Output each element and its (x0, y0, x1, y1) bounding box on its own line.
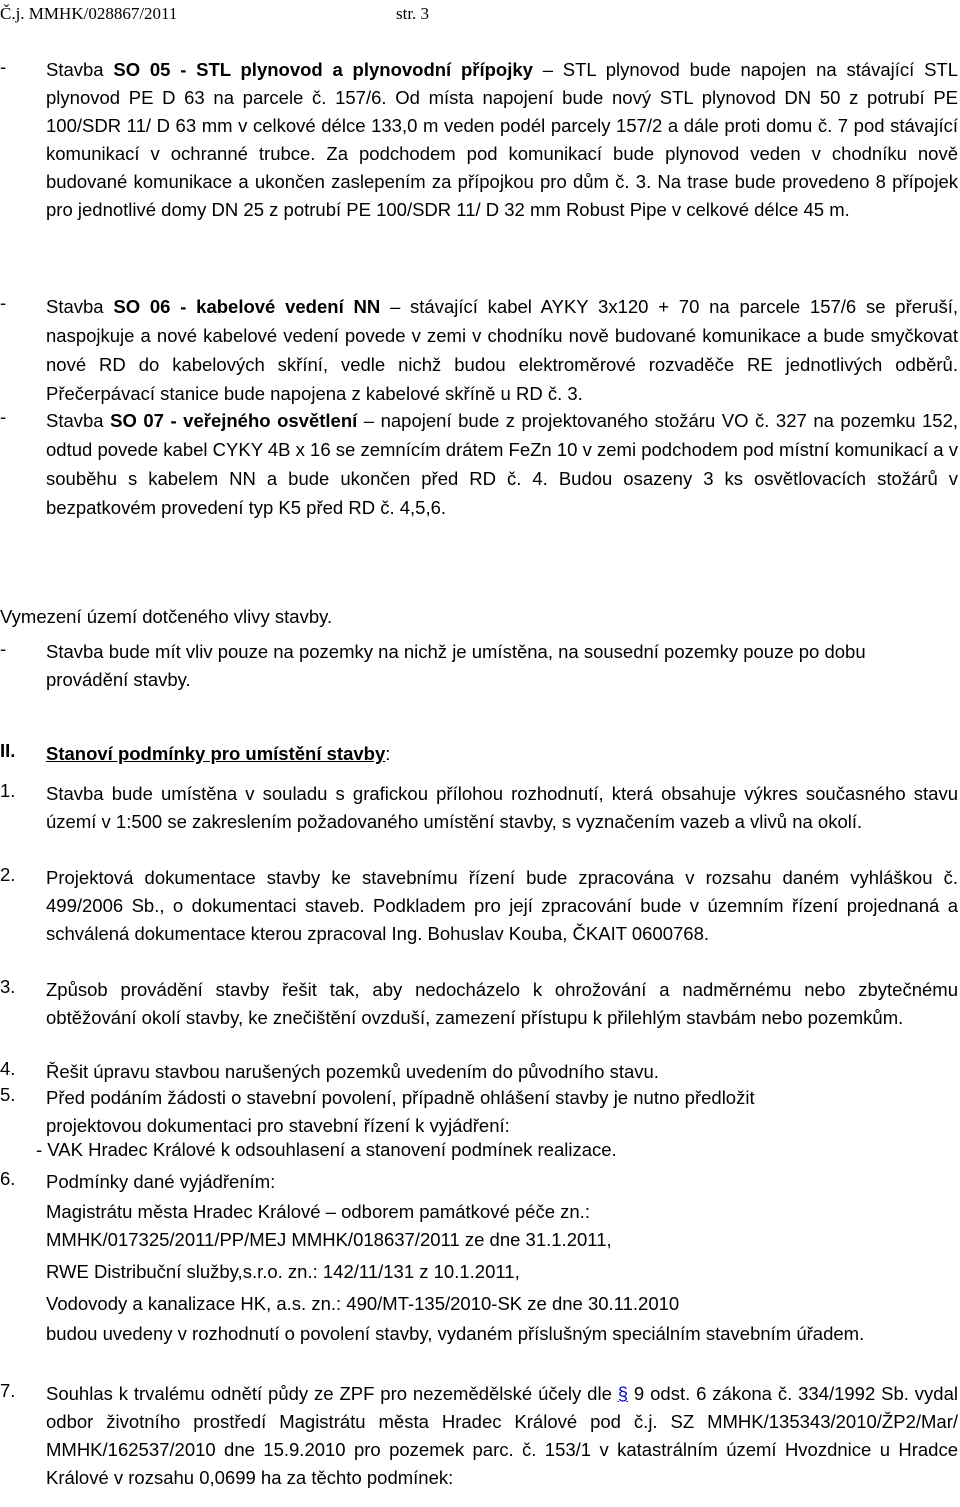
section-title-colon: : (385, 743, 391, 764)
condition-text: Před podáním žádosti o stavební povolení, případně ohlášení stavby je nutno předložit (46, 1087, 755, 1108)
condition-number: 5. (0, 1084, 16, 1105)
section-title (46, 740, 958, 768)
condition-title: Podmínky dané vyjádřením: (46, 1171, 276, 1192)
condition-text: Řešit úpravu stavbou narušených pozemků uvedením do původního stavu. (46, 1061, 659, 1082)
so07-paragraph (46, 406, 958, 522)
so05-lead: Stavba (46, 59, 104, 80)
so06-paragraph (46, 292, 958, 408)
section-number: II. (0, 740, 16, 761)
so07-lead: Stavba (46, 410, 104, 431)
condition-text-part: Souhlas k trvalému odnětí půdy ze ZPF pro nezemědělské účely dle (46, 1383, 618, 1404)
condition-text: Způsob provádění stavby řešit tak, aby nedocházelo k ohrožování a nadměrnému nebo zbytečnému obtěžování okolí stavby, ke znečištění ovzduší, zamezení přístupu k přilehlým stavbám nebo pozemkům. (46, 979, 958, 1028)
section-title-text: Stanoví podmínky pro umístění stavby (46, 743, 386, 764)
vymezeni-heading: Vymezení území dotčeného vlivy stavby. (0, 606, 333, 627)
statement-line: MMHK/017325/2011/PP/MEJ MMHK/018637/2011 ze dne 31.1.2011, (46, 1229, 612, 1250)
condition-number: 7. (0, 1380, 16, 1401)
so05-title: SO 05 - STL plynovod a plynovodní přípojky (113, 59, 533, 80)
statement-line: Magistrátu města Hradec Králové – odborem památkové péče zn.: (46, 1201, 590, 1222)
condition-number: 4. (0, 1058, 16, 1079)
condition-number: 1. (0, 780, 16, 801)
so07-title: SO 07 - veřejného osvětlení (110, 410, 358, 431)
so06-text: – stávající kabel AYKY 3x120 + 70 na parcele 157/6 se přeruší, naspojkuje a nové kabelové vedení povede v zemi v chodníku nově budované komunikace a bude smyčkovat nové RD do kabelových skříní, vedle nichž budou elektroměrové rozvaděče RE jednotlivých odběrů. Přečerpávací stanice bude napojena z kabelové skříně u RD č. 3. (46, 296, 959, 404)
vymezeni-text: Stavba bude mít vliv pouze na pozemky na nichž je umístěna, na sousední pozemky pouze po dobu provádění stavby. (46, 641, 866, 690)
list-dash: - (0, 292, 7, 313)
condition-text: - VAK Hradec Králové k odsouhlasení a stanovení podmínek realizace. (36, 1139, 617, 1160)
statement-line: RWE Distribuční služby,s.r.o. zn.: 142/11/131 z 10.1.2011, (46, 1261, 520, 1282)
condition-text (46, 1380, 958, 1492)
statement-line: Vodovody a kanalizace HK, a.s. zn.: 490/MT-135/2010-SK ze dne 30.11.2010 (46, 1293, 680, 1314)
so07-text: – napojení bude z projektovaného stožáru VO č. 327 na pozemku 152, odtud povede kabel CYKY 4B x 16 se zemnícím drátem FeZn 10 v zemi podchodem pod místní komunikací a v souběhu s kabelem NN a bude ukončen před RD č. 4. Budou osazeny 3 ks osvětlovacích stožárů v bezpatkovém provedení typ K5 před RD č. 4,5,6. (46, 410, 959, 518)
so06-lead: Stavba (46, 296, 104, 317)
condition-text: projektovou dokumentaci pro stavební řízení k vyjádření: (46, 1115, 510, 1136)
so05-text: – STL plynovod bude napojen na stávající STL plynovod PE D 63 na parcele č. 157/6. Od místa napojení bude nový STL plynovod DN 50 z potrubí PE 100/SDR 11/ D 63 mm v celkové délce 133,0 m veden podél parcely 157/2 a dále proti domu č. 7 pod stávající komunikací v ochranné trubce. Za podchodem pod komunikací bude plynovod veden v chodníku nově budované komunikace a ukončen zaslepením za přípojkou pro dům č. 3. Na trase bude provedeno 8 přípojek pro jednotlivé domy DN 25 z potrubí PE 100/SDR 11/ D 32 mm Robust Pipe v celkové délce 45 m. (46, 59, 958, 220)
so06-title: SO 06 - kabelové vedení NN (113, 296, 381, 317)
so05-paragraph (46, 56, 958, 224)
condition-text: Stavba bude umístěna v souladu s grafickou přílohou rozhodnutí, která obsahuje výkres současného stavu území v 1:500 se zakreslením požadovaného umístění stavby, s vyznačením vazeb a vlivů na okolí. (46, 783, 958, 832)
statement-line: budou uvedeny v rozhodnutí o povolení stavby, vydaném příslušným speciálním stavebním úřadem. (46, 1323, 865, 1344)
reference-number: Č.j. MMHK/028867/2011 (0, 4, 178, 23)
condition-text-part: 9 odst. 6 zákona č. 334/1992 Sb. vydal odbor životního prostředí Magistrátu města Hradec Králové pod č.j. SZ MMHK/135343/2010/ŽP2/Mar/ MMHK/162537/2010 dne 15.9.2010 pro pozemek parc. č. 153/1 v katastrálním území Hvozdnice u Hradce Králové v rozsahu 0,0699 ha za těchto podmínek: (46, 1383, 958, 1488)
condition-number: 6. (0, 1168, 16, 1189)
list-dash: - (0, 56, 7, 77)
paragraph-link[interactable]: § (617, 1383, 629, 1404)
condition-number: 3. (0, 976, 16, 997)
page-number: str. 3 (396, 4, 430, 23)
condition-text: Projektová dokumentace stavby ke stavebnímu řízení bude zpracována v rozsahu daném vyhláškou č. 499/2006 Sb., o dokumentaci staveb. Podkladem pro její zpracování bude v územním řízení projednaná a schválená dokumentace kterou zpracoval Ing. Bohuslav Kouba, ČKAIT 0600768. (46, 867, 958, 944)
list-dash: - (0, 406, 7, 427)
list-dash: - (0, 638, 7, 659)
condition-number: 2. (0, 864, 16, 885)
